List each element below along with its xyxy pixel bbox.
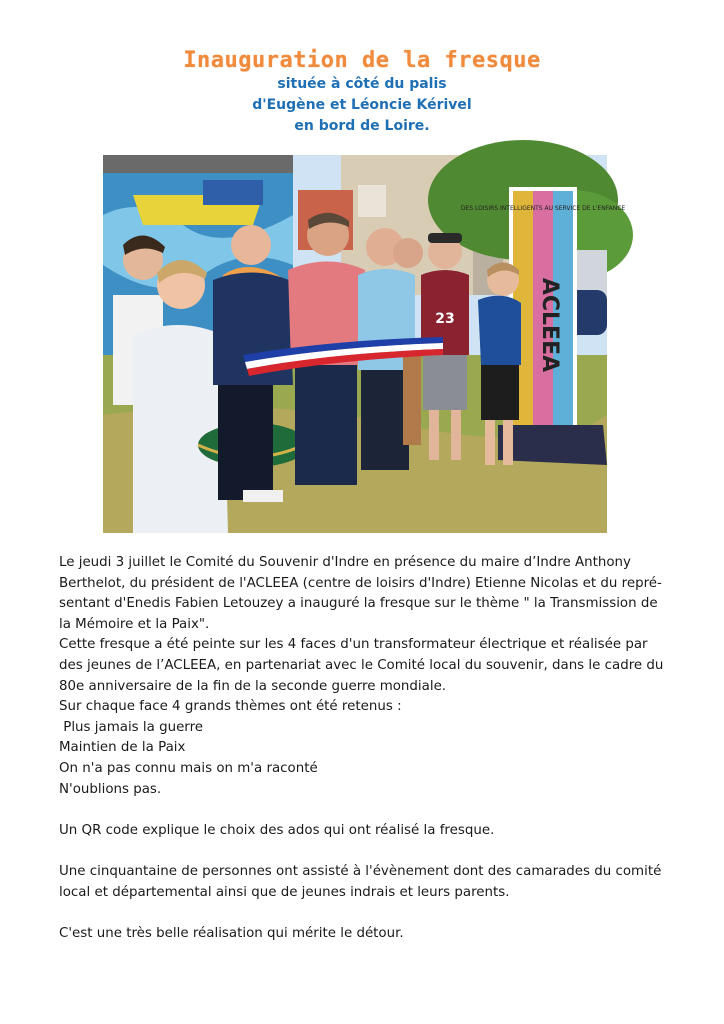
theme-item: Plus jamais la guerre bbox=[59, 719, 204, 735]
theme-item: N'oublions pas. bbox=[59, 781, 162, 797]
paragraph-1-line-1: Le jeudi 3 juillet le Comité du Souvenir d'Indre en présence du maire d’Indre Anthony bbox=[59, 555, 631, 570]
paragraph-2-line-2: des jeunes de l’ACLEEA, en partenariat avec le Comité local du souvenir, dans le cadre du bbox=[59, 657, 664, 673]
article-body bbox=[59, 553, 685, 944]
paragraph-1-line-4: la Mémoire et la Paix". bbox=[59, 616, 210, 632]
attendance-line-2: local et départemental ainsi que de jeunes indrais et leurs parents. bbox=[59, 884, 510, 900]
theme-item: On n'a pas connu mais on m'a raconté bbox=[59, 760, 318, 776]
closing-sentence: C'est une très belle réalisation qui mérite le détour. bbox=[59, 925, 404, 941]
article-title: Inauguration de la fresque bbox=[183, 48, 541, 73]
jersey-number: 23 bbox=[435, 311, 455, 327]
paragraph-1-line-2: Berthelot, du président de l'ACLEEA (centre de loisirs d'Indre) Etienne Nicolas et du repré- bbox=[59, 575, 662, 591]
subtitle-line-1: située à côté du palis bbox=[277, 76, 447, 92]
paragraph-1-line-3: sentant d'Enedis Fabien Letouzey a inauguré la fresque sur le thème " la Transmission de bbox=[59, 596, 658, 612]
subtitle-line-2: d'Eugène et Léoncie Kérivel bbox=[252, 97, 472, 113]
subtitle-line-3: en bord de Loire. bbox=[294, 118, 430, 134]
inauguration-photo bbox=[103, 155, 626, 533]
banner-acleea-text: ACLEEA bbox=[537, 277, 562, 373]
themes-intro: Sur chaque face 4 grands thèmes ont été retenus : bbox=[59, 699, 402, 715]
qr-code-paragraph: Un QR code explique le choix des ados qui ont réalisé la fresque. bbox=[59, 822, 495, 838]
paragraph-2-line-3: 80e anniversaire de la fin de la seconde guerre mondiale. bbox=[59, 678, 447, 694]
paragraph-2-line-1: Cette fresque a été peinte sur les 4 faces d'un transformateur électrique et réalisée par bbox=[59, 637, 648, 653]
banner-tagline: DES LOISIRS INTELLIGENTS AU SERVICE DE L'ENFANCE bbox=[460, 205, 626, 212]
photo-illustration bbox=[103, 155, 626, 533]
theme-item: Maintien de la Paix bbox=[59, 740, 186, 756]
attendance-line-1: Une cinquantaine de personnes ont assisté à l'évènement dont des camarades du comité bbox=[59, 863, 662, 879]
